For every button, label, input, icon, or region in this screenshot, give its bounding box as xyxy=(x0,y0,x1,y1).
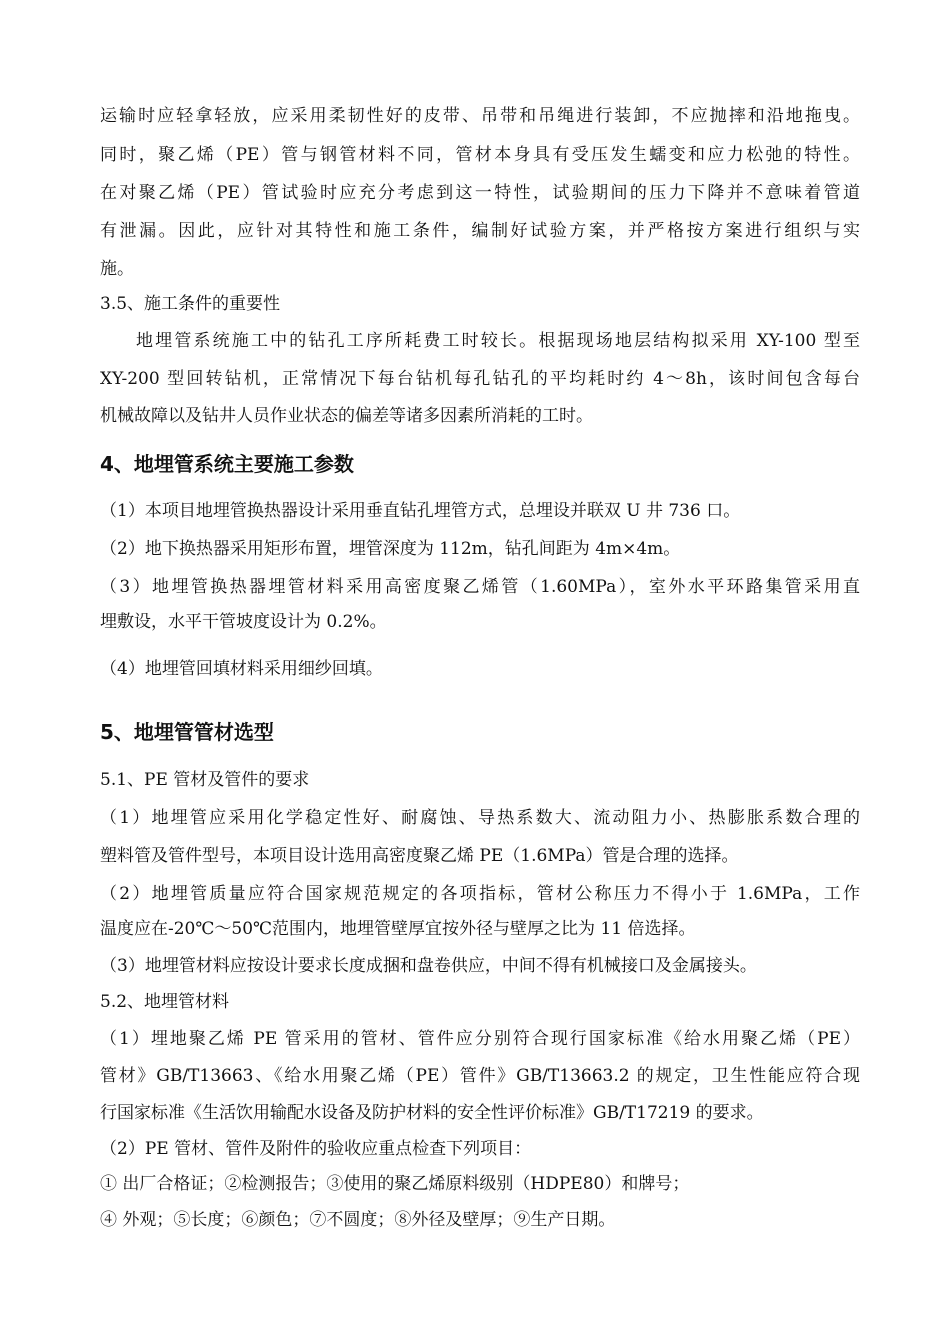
list-item: （1）地埋管应采用化学稳定性好、耐腐蚀、导热系数大、流动阻力小、热膨胀系数合理的 xyxy=(100,808,860,828)
paragraph-line: 机械故障以及钻井人员作业状态的偏差等诸多因素所消耗的工时。 xyxy=(100,406,593,426)
paragraph-line: 施。 xyxy=(100,259,134,279)
paragraph-line: 运输时应轻拿轻放，应采用柔韧性好的皮带、吊带和吊绳进行装卸，不应抛摔和沿地拖曳。 xyxy=(100,106,860,126)
list-item: 塑料管及管件型号，本项目设计选用高密度聚乙烯 PE（1.6MPa）管是合理的选择。 xyxy=(100,846,739,866)
paragraph-line: XY-200 型回转钻机，正常情况下每台钻机每孔钻孔的平均耗时约 4～8h，该时间包含每台 xyxy=(100,369,860,389)
list-item: （3）地埋管换热器埋管材料采用高密度聚乙烯管（1.60MPa），室外水平环路集管采用直 xyxy=(100,577,860,597)
paragraph-line: 有泄漏。因此，应针对其特性和施工条件，编制好试验方案，并严格按方案进行组织与实 xyxy=(100,221,860,241)
list-item: 管材》GB/T13663、《给水用聚乙烯（PE）管件》GB/T13663.2 的规定，卫生性能应符合现 xyxy=(100,1066,860,1086)
list-item: 行国家标准《生活饮用输配水设备及防护材料的安全性评价标准》GB/T17219 的要求。 xyxy=(100,1103,764,1123)
list-item: （2）地埋管质量应符合国家规范规定的各项指标，管材公称压力不得小于 1.6MPa，工作 xyxy=(100,884,860,904)
list-item: ④ 外观；⑤长度；⑥颜色；⑦不圆度；⑧外径及壁厚；⑨生产日期。 xyxy=(100,1210,616,1230)
list-item: （2）PE 管材、管件及附件的验收应重点检查下列项目： xyxy=(100,1139,532,1159)
subsection-title: 5.2、地埋管材料 xyxy=(100,992,230,1012)
list-item: （3）地埋管材料应按设计要求长度成捆和盘卷供应，中间不得有机械接口及金属接头。 xyxy=(100,956,757,976)
list-item: （1）埋地聚乙烯 PE 管采用的管材、管件应分别符合现行国家标准《给水用聚乙烯（PE） xyxy=(100,1029,860,1049)
paragraph-line: 同时，聚乙烯（PE）管与钢管材料不同，管材本身具有受压发生蠕变和应力松弛的特性。 xyxy=(100,145,860,165)
list-item: 埋敷设，水平干管坡度设计为 0.2%。 xyxy=(100,612,387,632)
list-item: （4）地埋管回填材料采用细纱回填。 xyxy=(100,659,383,679)
list-item: （1）本项目地埋管换热器设计采用垂直钻孔埋管方式，总埋设并联双 U 井 736 口。 xyxy=(100,501,741,521)
list-item: （2）地下换热器采用矩形布置，埋管深度为 112m，钻孔间距为 4m×4m。 xyxy=(100,539,681,559)
section-heading: 5、地埋管管材选型 xyxy=(100,720,274,744)
paragraph-line: 在对聚乙烯（PE）管试验时应充分考虑到这一特性，试验期间的压力下降并不意味着管道 xyxy=(100,183,860,203)
list-item: ① 出厂合格证；②检测报告；③使用的聚乙烯原料级别（HDPE80）和牌号； xyxy=(100,1174,690,1194)
list-item: 温度应在-20℃～50℃范围内，地埋管壁厚宜按外径与壁厚之比为 11 倍选择。 xyxy=(100,919,696,939)
subsection-title: 3.5、施工条件的重要性 xyxy=(100,294,281,314)
paragraph-line: 地埋管系统施工中的钻孔工序所耗费工时较长。根据现场地层结构拟采用 XY-100 型至 xyxy=(136,331,860,351)
section-heading: 4、地埋管系统主要施工参数 xyxy=(100,452,354,476)
subsection-title: 5.1、PE 管材及管件的要求 xyxy=(100,770,310,790)
